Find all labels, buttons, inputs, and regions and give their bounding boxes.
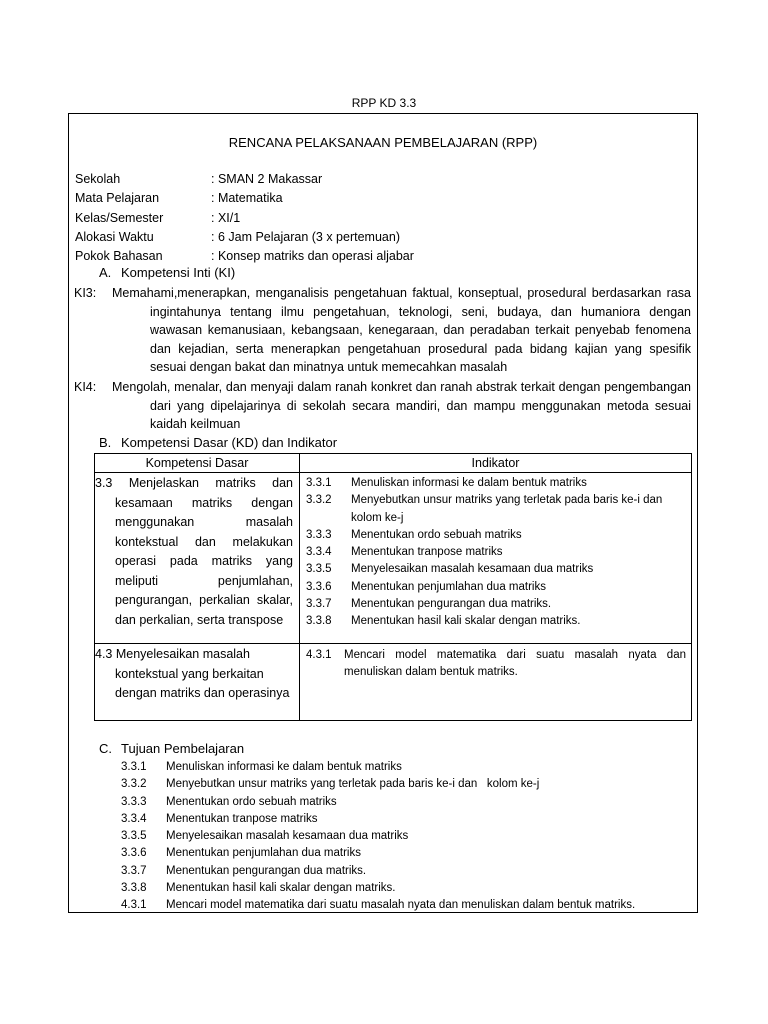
list-item: 4.3.1 Mencari model matematika dari suatu masalah nyata dan menuliskan dalam bentuk matriks. (306, 649, 686, 679)
section-letter: A. (99, 265, 112, 280)
list-item: 4.3.1 Mencari model matematika dari suatu masalah nyata dan menuliskan dalam bentuk matriks. (121, 899, 636, 912)
list-item: 3.3.1 Menuliskan informasi ke dalam bentuk matriks (121, 761, 402, 773)
list-item: 3.3.7 Menentukan pengurangan dua matriks. (121, 864, 367, 877)
list-item: 3.3.4 Menentukan tranpose matriks (306, 546, 503, 559)
list-item: 3.3.2 Menyebutkan unsur matriks yang terletak pada baris ke-i dan kolom ke-j (306, 494, 663, 524)
indicator-list (300, 644, 691, 686)
ki3-text: Memahami,menerapkan, menganalisis pengetahuan faktual, konseptual, prosedural berdasarkan rasa ingintahunya tentang ilmu pengetahuan, teknologi, seni, budaya, dan humaniora dengan wawasan kemanusiaan, kebangsaan, kenegaraan, dan peradaban terkait penyebab fenomena dan kejadian, serta menerapkan pengetahuan prosedural pada bidang kajian yang spesifik sesuai dengan bakat dan minatnya untuk memecahkan masalah (112, 286, 691, 374)
info-row-alokasi-waktu (75, 228, 414, 247)
ki3-paragraph (74, 284, 691, 377)
list-item: 3.3.8 Menentukan hasil kali skalar dengan matriks. (121, 882, 396, 895)
kd-3-3: 3.3 Menjelaskan matriks dan kesamaan matriks dengan menggunakan masalah kontekstual dan melakukan operasi pada matriks yang meliputi penjumlahan, pengurangan, perkalian skalar, dan perkalian, serta transpose (95, 476, 293, 627)
list-item: 3.3.4 Menentukan tranpose matriks (121, 812, 318, 825)
list-item: 3.3.6 Menentukan penjumlahan dua matriks (306, 580, 546, 593)
section-letter: B. (99, 435, 112, 450)
info-label: Alokasi Waktu (75, 229, 154, 244)
ki3-label: KI3: (74, 286, 97, 300)
list-item: 3.3.3 Menentukan ordo sebuah matriks (121, 795, 337, 808)
list-item: 3.3.6 Menentukan penjumlahan dua matriks (121, 847, 361, 860)
info-value: : SMAN 2 Makassar (211, 172, 323, 186)
ki4-text-wrap (112, 378, 691, 434)
identity-block (75, 170, 414, 266)
info-label: Kelas/Semester (75, 210, 164, 225)
list-item: 3.3.2 Menyebutkan unsur matriks yang terletak pada baris ke-i dan kolom ke-j (121, 778, 540, 791)
info-value: : XI/1 (211, 210, 241, 225)
list-item: 3.3.3 Menentukan ordo sebuah matriks (306, 528, 522, 541)
ki4-text: Mengolah, menalar, dan menyaji dalam ranah konkret dan ranah abstrak terkait dengan pengembangan dari yang dipelajarinya di sekolah secara mandiri, dan mampu menggunakan metoda sesuai kaidah keilmuan (112, 380, 691, 431)
section-c-heading (99, 741, 244, 756)
tujuan-list (121, 759, 635, 915)
info-label: Pokok Bahasan (75, 249, 163, 264)
column-header-indikator: Indikator (300, 454, 692, 473)
section-title: Kompetensi Dasar (KD) dan Indikator (121, 435, 338, 450)
list-item: 3.3.1 Menuliskan informasi ke dalam bentuk matriks (306, 477, 587, 489)
page-title: RPP KD 3.3 (351, 96, 417, 110)
info-label: Mata Pelajaran (75, 191, 160, 206)
info-row-pokok-bahasan (75, 247, 414, 266)
table-row (95, 473, 692, 644)
info-value: : Konsep matriks dan operasi aljabar (211, 249, 414, 264)
document-heading: RENCANA PELAKSANAAN PEMBELAJARAN (RPP) (228, 135, 538, 150)
table-row (95, 644, 692, 721)
info-value: : 6 Jam Pelajaran (3 x pertemuan) (211, 229, 400, 244)
ki4-paragraph (74, 378, 691, 434)
ki4-label: KI4: (74, 380, 97, 394)
info-label: Sekolah (75, 172, 121, 186)
section-title: Kompetensi Inti (KI) (121, 265, 236, 280)
section-a-heading (99, 265, 235, 280)
kd-4-3: 4.3 Menyelesaikan masalah kontekstual yang berkaitan dengan matriks dan operasinya (95, 647, 290, 700)
table-header-row (95, 454, 692, 473)
info-row-mata-pelajaran (75, 189, 414, 208)
list-item: 3.3.8 Menentukan hasil kali skalar dengan matriks. (306, 615, 581, 628)
list-item: 3.3.5 Menyelesaikan masalah kesamaan dua matriks (121, 830, 409, 843)
section-title: Tujuan Pembelajaran (121, 741, 245, 756)
info-value: : Matematika (211, 191, 283, 206)
column-header-kd: Kompetensi Dasar (95, 454, 300, 473)
info-row-kelas-semester (75, 209, 414, 228)
kd-indicator-table (94, 453, 692, 721)
list-item: 3.3.5 Menyelesaikan masalah kesamaan dua matriks (306, 563, 594, 576)
indicator-list (300, 473, 691, 635)
section-b-heading (99, 435, 337, 450)
list-item: 3.3.7 Menentukan pengurangan dua matriks. (306, 598, 552, 611)
ki3-text-wrap (112, 284, 691, 377)
section-letter: C. (99, 741, 112, 756)
info-row-sekolah (75, 170, 414, 189)
